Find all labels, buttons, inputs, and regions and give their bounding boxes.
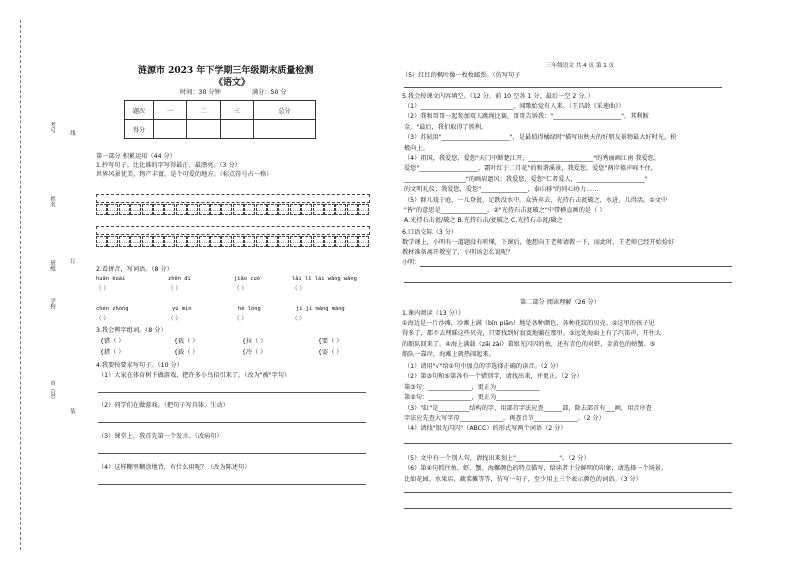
grid-cell[interactable]	[142, 204, 153, 215]
grid-cell[interactable]	[335, 204, 346, 215]
table-cell: 得分	[125, 120, 154, 139]
q4-item-3: （3）课堂上，我首先第一个发言。（改病句）	[98, 433, 223, 440]
part2-heading: 第二部分 阅读理解（26 分）	[520, 299, 600, 306]
answer-line[interactable]	[404, 282, 732, 283]
answer-line[interactable]	[98, 453, 366, 454]
pinyin-row[interactable]	[96, 194, 370, 203]
pinyin-item: huān kuài	[96, 276, 126, 282]
answer-blank[interactable]: （ ）	[234, 286, 247, 292]
answer-blank[interactable]: （ ）	[168, 286, 181, 292]
pinyin-item: jiǎo cuò	[234, 276, 260, 282]
fill-blank-line: A.光持石击瓮/破之 B.光持石击/瓮破之 C.光持石击瓮/破之	[404, 217, 563, 225]
grid-cell[interactable]	[176, 204, 187, 215]
grid-cell[interactable]	[324, 204, 335, 215]
table-cell: 一	[154, 101, 187, 120]
grid-cell[interactable]	[301, 204, 312, 215]
grid-cell[interactable]	[267, 236, 278, 247]
char-pair[interactable]: {错（ ）	[100, 338, 125, 345]
grid-cell[interactable]	[313, 204, 324, 215]
grid-cell[interactable]	[290, 236, 301, 247]
fill-blank-line: （3）苏轼用"______________________"，是最值得橘绿时"描写出秋天的好朋友景物最大好时光，积	[404, 134, 677, 142]
char-pair[interactable]: {载（ ）	[174, 349, 199, 356]
grid-cell[interactable]	[164, 236, 175, 247]
grid-cell[interactable]	[119, 204, 130, 215]
margin-label-name: 姓名	[49, 196, 55, 207]
reading-prompt: 1.课内阅读（13 分）》	[402, 310, 465, 317]
q4-prompt: 4.我要按要求写句子。（10 分）	[96, 362, 183, 369]
answer-line[interactable]	[404, 492, 732, 493]
writing-grid-1[interactable]	[96, 194, 370, 216]
reading-passage-line: 得多了，都不去理睬这些贝壳，只要找到好寂寞地躺在那里。③远处海面上有了汽笛声，开往大	[402, 330, 662, 338]
q6-answer-label: 小明：	[402, 259, 421, 266]
grid-cell[interactable]	[107, 204, 118, 215]
fill-blank-line: （1）______________________________，闻歌始觉有人来。（王昌龄《采莲曲》）	[404, 103, 625, 110]
grid-cell[interactable]	[107, 236, 118, 247]
grid-cell[interactable]	[335, 236, 346, 247]
score-input-2[interactable]	[187, 120, 220, 139]
pinyin-item: zhēn dì	[168, 276, 191, 282]
grid-cell[interactable]	[221, 236, 232, 247]
char-pair[interactable]: {拉（ ）	[242, 338, 267, 345]
reading-passage-line: 船队一靠岸，海滩上就热闹起来。	[402, 351, 495, 359]
answer-line[interactable]	[98, 422, 366, 423]
grid-cell[interactable]	[244, 204, 255, 215]
fill-blank-line: ____________________"的画眉遗风；我爱您，爱您"仁者爱人，______________________"	[404, 175, 648, 183]
grid-cell[interactable]	[153, 204, 164, 215]
fill-blank-line: 爱您"___________________，霜叶红于二月花"的和谐溪景，我爱您，爱您"两岸猿声啼不住，	[404, 165, 657, 173]
grid-cell[interactable]	[256, 204, 267, 215]
grid-cell[interactable]	[176, 236, 187, 247]
margin-cut-line	[20, 20, 21, 550]
grid-cell[interactable]	[119, 236, 130, 247]
table-cell: 题次	[125, 101, 154, 120]
grid-cell[interactable]	[244, 236, 255, 247]
margin-label-exam-no: 考号	[49, 122, 55, 133]
grid-cell[interactable]	[96, 236, 107, 247]
grid-cell[interactable]	[153, 236, 164, 247]
pinyin-item: chén zhòng	[96, 306, 129, 312]
writing-grid-2[interactable]	[96, 226, 370, 248]
reading-question: （2）第③句和⑤第各有一个错别字，请找出来，并更正。（2 分）	[404, 373, 583, 381]
reading-question: 比如花园、水果店、蔬菜摊等等，仿写一句子，至少用上三个表示颜色的词语。（3 分）	[404, 475, 642, 483]
score-input-total[interactable]	[254, 120, 316, 139]
table-cell: 三	[220, 101, 253, 120]
grid-cell[interactable]	[187, 236, 198, 247]
answer-blank[interactable]: （ ）	[96, 286, 109, 292]
q1-prompt: 1.抄写句子。比比谁的字写得最正、最漂亮。（3 分）	[96, 162, 241, 169]
margin-label-county: 市（县）	[49, 380, 55, 402]
answer-blank[interactable]: （ ）	[168, 316, 181, 322]
grid-cell[interactable]	[187, 204, 198, 215]
q4-item-4: （4）这样糊里糊涂地背，有什么用呢？（改为陈述句）	[98, 464, 251, 471]
reading-passage-line: 的船队回来了。④海上满载（zǎi zài）着银光闪闪的鱼，还有青色的对虾，金黄色的螃蟹。⑤	[402, 340, 656, 348]
score-input-3[interactable]	[220, 120, 253, 139]
grid-cell[interactable]	[347, 236, 358, 247]
answer-blank[interactable]: （ ）	[96, 316, 109, 322]
q1-sentence: 世界风景优美，物产丰富，是个可爱的地方。（标点符号占一格）	[96, 171, 273, 178]
answer-line[interactable]	[98, 484, 366, 485]
grid-cell[interactable]	[130, 204, 141, 215]
pinyin-row[interactable]	[96, 226, 370, 235]
reading-question: （4）请找"银光闪闪"（ABCC）的形式写两个词语（2 分）	[404, 425, 567, 433]
grid-cell[interactable]	[199, 204, 210, 215]
time-label: 时间：30 分钟	[180, 89, 221, 96]
margin-label-school: 学校	[49, 298, 55, 309]
seal-bind-mark: 订	[69, 258, 75, 264]
seal-pack-mark: 装	[69, 408, 75, 414]
q4-item-2: （2）同学们在做游戏。（把句子写具体、生动）	[98, 402, 229, 409]
pinyin-item: lǎi lǐ lái wǎng wǎng	[292, 276, 357, 282]
answer-line[interactable]	[404, 443, 732, 444]
grid-cell[interactable]	[199, 236, 210, 247]
reading-question: （1）请用"√"给①句中加点的字选择正确的读音。（2 分）	[404, 363, 563, 370]
answer-blank[interactable]: （ ）	[292, 316, 305, 322]
reading-question: （3）"缸"是__________结构的字，用部首字法应查______部，除去部首有___画，用音序查	[404, 404, 652, 412]
part1-heading: 第一部分 积累运用（44 分）	[96, 153, 176, 160]
grid-cell[interactable]	[358, 236, 369, 247]
fill-blank-line: 极向上。	[404, 144, 429, 152]
fill-blank-line: "皆"的意思是_______________。②"光持石击瓮破之"中带横直画的是（ ）	[404, 207, 606, 214]
answer-line[interactable]	[404, 508, 732, 509]
pinyin-item: hé lǒng	[238, 306, 261, 312]
q5-prompt: 5.我会按课文内容填空。（12 分，前 10 空各 1 分，最后一空 2 分。）	[402, 93, 594, 100]
fill-blank-line: 金。"最后，我们取得了胜利。	[404, 123, 488, 131]
reading-question: 第⑤句：______________，更正为______________	[404, 394, 540, 402]
q6-prompt: 6.口语交际（3 分）	[402, 229, 458, 236]
grid-cell[interactable]	[210, 204, 221, 215]
grid-cell[interactable]	[313, 236, 324, 247]
score-label: 满分：50 分	[252, 89, 287, 96]
grid-cell[interactable]	[233, 236, 244, 247]
reading-question: 字法应先查大写字母______________，再查音节______________。（2 分）	[404, 415, 605, 422]
fill-blank-line: （4）祖国，我爱您，爱您"天门中断楚江开，_____________________"的秀丽画江南 我爱您，	[404, 155, 660, 162]
answer-blank[interactable]: （ ）	[292, 286, 305, 292]
exam-subject: 《语文》	[214, 78, 251, 88]
grid-cell[interactable]	[233, 204, 244, 215]
grid-cell[interactable]	[278, 204, 289, 215]
char-pair[interactable]: {冷（ ）	[242, 349, 267, 356]
exam-title: 涟源市 2023 年下学期三年级期末质量检测	[138, 66, 314, 76]
grid-cell[interactable]	[164, 204, 175, 215]
grid-cell[interactable]	[96, 204, 107, 215]
answer-line[interactable]	[420, 266, 732, 267]
seal-line-mark: 线	[69, 130, 75, 136]
reading-question: （6）第④句抓住鱼、虾、蟹、海螺颜色的特点描写，给读者十分鲜明的印象，请选择一个场景，	[404, 465, 668, 473]
q3-prompt: 3.我会辨字组词。（8 分）	[96, 327, 167, 334]
pinyin-item: jí jí máng máng	[296, 306, 345, 312]
reading-question: （5）文中有一个别人句，请找出来划上"______________"。（2 分）	[404, 455, 590, 462]
char-pair[interactable]: {姿（ ）	[318, 349, 343, 356]
grid-cell[interactable]	[358, 204, 369, 215]
grid-cell[interactable]	[290, 204, 301, 215]
answer-line[interactable]	[404, 87, 722, 88]
page-info: 三年级语文 共 4 页 第 1 页	[546, 63, 615, 69]
table-cell: 二	[187, 101, 220, 120]
answer-line[interactable]	[98, 392, 366, 393]
q2-prompt: 2.看拼音，写词语。（8 分）	[96, 266, 173, 273]
score-input-1[interactable]	[154, 120, 187, 139]
grid-cell[interactable]	[142, 236, 153, 247]
grid-cell[interactable]	[210, 236, 221, 247]
grid-cell[interactable]	[278, 236, 289, 247]
reading-passage-line: ①海边是一片沙滩，沙滩上满（bīn piān）地是各种颜色、各种花纹的贝壳。②这里的孩子见	[402, 320, 655, 327]
fill-blank-line: （5）群儿戏于庭，一儿登瓮，足跌没水中。众皆弃去，光持石击瓮破之，水迸，儿得活。①文中	[404, 196, 668, 204]
char-pair[interactable]: {栽（ ）	[174, 338, 199, 345]
q4-item-5: （5）红红的枫叶像一枚枚邮票。（仿写句子	[402, 72, 521, 79]
pinyin-item: yú mín	[172, 306, 192, 312]
score-table	[124, 100, 316, 139]
grid-cell[interactable]	[256, 236, 267, 247]
q4-item-1: （1）大家在体育树下做游戏，把许多小鸟招引来了。（改为"被"字句）	[98, 372, 291, 379]
q6-text: 教材准备离开教室了，小明该怎么说呢？	[402, 249, 514, 256]
answer-blank[interactable]: （ ）	[234, 316, 247, 322]
grid-cell[interactable]	[221, 204, 232, 215]
grid-cell[interactable]	[324, 236, 335, 247]
margin-label-class: 班级	[49, 260, 55, 271]
grid-cell[interactable]	[267, 204, 278, 215]
q6-text: 数学课上，小明有一道题没有听懂，下课后，他想向王老师请教一下，而此时，王老师已经开始捡好	[402, 239, 675, 246]
char-pair[interactable]: {猎（ ）	[100, 349, 125, 356]
grid-cell[interactable]	[347, 204, 358, 215]
grid-cell[interactable]	[301, 236, 312, 247]
fill-blank-line: 的文明礼仪；我爱您，爱您"_______________，泰山移"的同心协力……	[404, 186, 599, 194]
table-cell: 总分	[254, 101, 316, 120]
grid-cell[interactable]	[130, 236, 141, 247]
char-pair[interactable]: {要（ ）	[318, 338, 343, 345]
reading-question: 第③句：______________，更正为______________	[404, 383, 540, 391]
fill-blank-line: （2）我和哥哥一起参加双人跳绳比赛，哥哥告诉我："______________________"，其利断	[404, 113, 649, 121]
